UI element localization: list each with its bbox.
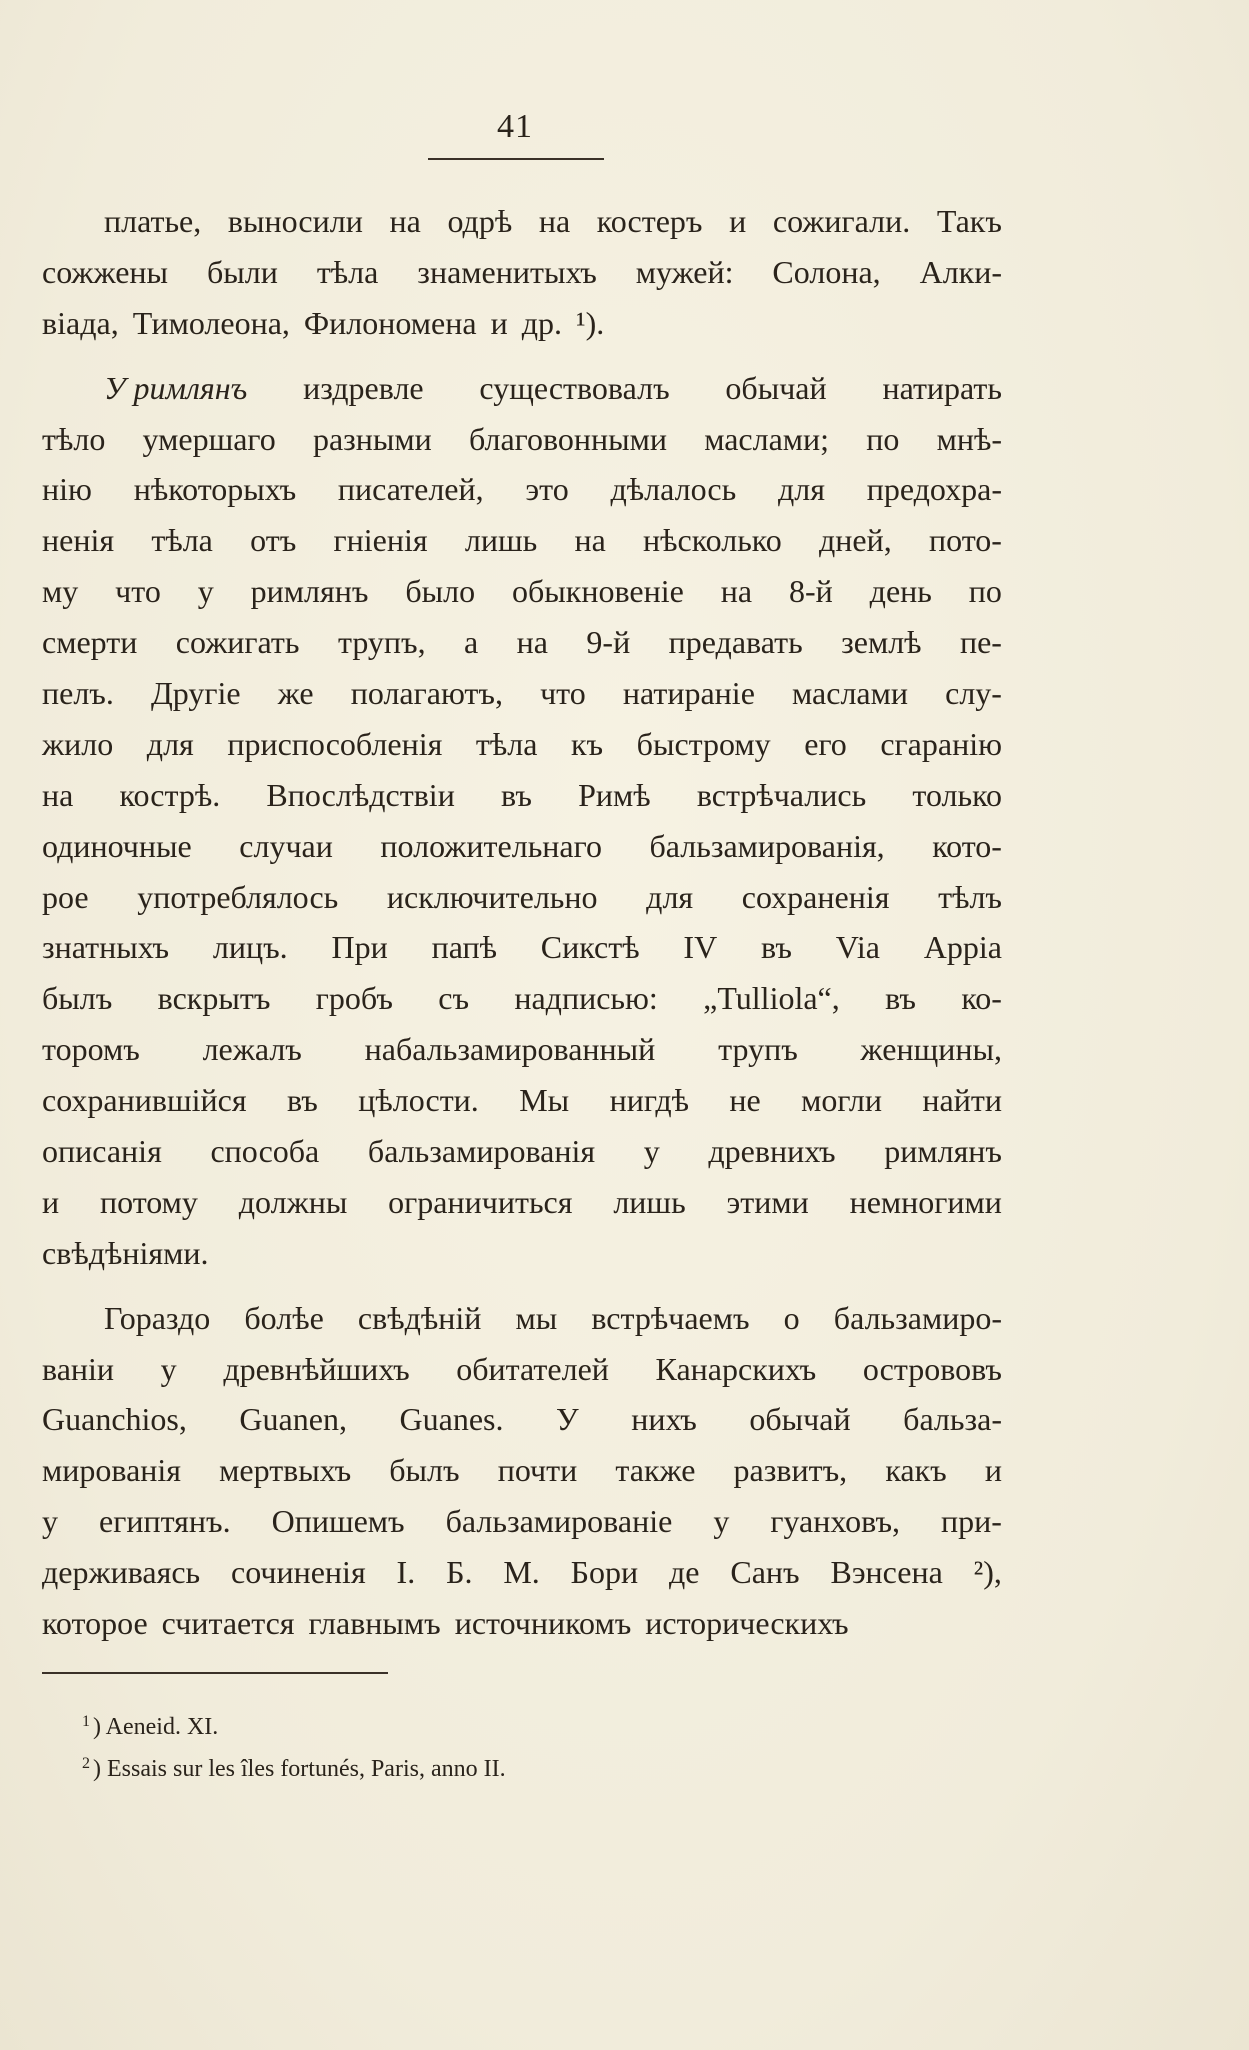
word: ограничиться [388,1183,573,1220]
word: издревле [303,369,424,406]
word: Филономена [303,304,477,341]
word: мнѣ- [936,420,1002,457]
word: трупъ, [337,624,426,661]
word: торомъ [42,1031,140,1068]
word: У римлянъ [104,369,248,406]
word: нигдѣ [609,1082,689,1119]
word: при- [941,1503,1002,1540]
word: лежалъ [202,1031,302,1068]
text-line [42,363,1002,414]
word: сочиненія [231,1554,366,1591]
word: въ [501,776,532,813]
word: трупъ [718,1031,798,1068]
word: сожигать [175,624,300,661]
word: на [389,203,421,239]
word: обыкновеніе [512,573,684,610]
word: гуанховъ, [770,1503,901,1540]
word: тѣла [475,725,538,762]
word: Via [835,929,880,966]
word: не [729,1082,761,1119]
word: мы [515,1299,558,1336]
word: употреблялось [137,878,339,915]
page-number: 41 [497,108,533,145]
word: тѣла [316,253,379,290]
word: сожжены [42,253,169,290]
word: предавать [668,624,803,661]
word: держиваясь [42,1554,201,1591]
word: бальзамированія [367,1133,596,1170]
word: надписью: [514,980,658,1017]
word: Такъ [936,203,1002,239]
word: ¹). [575,304,605,341]
word: было [405,573,476,610]
word: 8-й [788,573,833,610]
word: у [197,573,214,610]
word: одрѣ [447,203,513,239]
word: Вэнсена [830,1554,943,1591]
text-line [42,196,1002,247]
word: въ [286,1082,318,1119]
word: положительнаго [380,827,602,864]
word: почти [497,1452,578,1489]
word: Бори [570,1554,639,1591]
word: „Tulliola“, [703,980,840,1017]
header-rule [428,158,604,160]
text-line [42,1547,1002,1598]
word: что [540,675,586,712]
text-line [42,566,1002,617]
word: Сикстѣ [540,929,640,966]
word: Мы [519,1082,570,1119]
word: тѣло [42,420,106,457]
text-line [42,922,1002,973]
word: бальзамиро- [833,1299,1002,1336]
word: кострѣ. [119,776,221,813]
word: ²), [973,1554,1002,1591]
word: смерти [42,624,138,661]
word: и [729,203,747,239]
word: I. [396,1554,416,1591]
word: сгаранію [880,725,1002,762]
word: а [464,624,479,661]
word: полагаютъ, [350,675,503,712]
word: лицъ. [212,929,288,966]
word: мужей: [635,253,734,290]
word: Алки- [919,253,1002,290]
word: 9-й [586,624,631,661]
text-line [42,872,1002,923]
word: древнихъ [708,1133,836,1170]
word: жило [42,725,114,762]
word: лишь [464,522,538,559]
footnote [82,1706,982,1748]
word: были [206,253,278,290]
word: Другіе [150,675,241,712]
word: быстрому [636,725,771,762]
word: одиночные [42,827,192,864]
word: сожигали. [772,203,911,239]
word: для [646,878,694,915]
text-line [42,1496,1002,1547]
word: нію [42,471,92,508]
word: и [490,304,508,341]
word: Appia [923,929,1002,966]
word: же [277,675,314,712]
word: его [804,725,847,762]
word: тѣла [151,522,213,559]
text-line [42,973,1002,1024]
text-line [42,1126,1002,1177]
word: костеръ [596,203,703,239]
word: у [643,1133,660,1170]
word: гніенія [333,522,428,559]
word: бальзамированія, [649,827,885,864]
word: натираніе [622,675,755,712]
word: по [968,573,1002,610]
footnote-mark: 1 [82,1713,90,1730]
word: разными [312,420,432,457]
word: де [669,1554,700,1591]
word: случаи [239,827,333,864]
word: римлянъ [250,573,369,610]
word: ко- [961,980,1002,1017]
word: отъ [250,522,297,559]
word: день [869,573,932,610]
word: на [516,624,548,661]
word: потому [99,1183,198,1220]
word: для [146,725,194,762]
word: У [556,1401,579,1438]
word: гробъ [315,980,393,1017]
word: о [783,1299,800,1336]
word: ваніи [42,1350,115,1387]
word: выносили [227,203,363,239]
word: знаменитыхъ [417,253,597,290]
text-line [42,1445,1002,1496]
word: писателей, [337,471,484,508]
word: умершаго [142,420,276,457]
word: былъ [389,1452,460,1489]
word: по [866,420,900,457]
word: въ [885,980,916,1017]
text-line [42,515,1002,566]
footnote-rule [42,1672,388,1674]
word: римлянъ [884,1133,1002,1170]
text-line [42,821,1002,872]
text-line [42,668,1002,719]
word: му [42,573,79,610]
word: Guanen, [239,1401,347,1438]
word: способа [210,1133,320,1170]
word: что [115,573,161,610]
body-text [42,196,1002,1649]
word: обитателей [456,1350,609,1387]
text-line [42,1293,1002,1344]
word: только [912,776,1002,813]
word: рое [42,878,89,915]
word: найти [922,1082,1002,1119]
word: Солона, [772,253,881,290]
word: свѣдѣніями. [42,1234,209,1271]
word: описанія [42,1133,162,1170]
word: При [331,929,388,966]
text-line [42,719,1002,770]
word: сохранившійся [42,1082,247,1119]
word: пото- [928,522,1002,559]
word: Опишемъ [271,1503,405,1540]
word: къ [570,725,604,762]
word: благовонными [468,420,667,457]
word: на [42,776,74,813]
word: болѣе [244,1299,324,1336]
word: у [42,1503,58,1540]
text-line [42,617,1002,668]
word: это [525,471,569,508]
word: мированія [42,1452,181,1489]
word: немногими [849,1183,1002,1220]
word: віада, [42,304,119,341]
word: слу- [945,675,1002,712]
text-line [42,1394,1002,1445]
word: существовалъ [479,369,670,406]
word: какъ [885,1452,947,1489]
word: приспособленія [227,725,443,762]
word: у [160,1350,177,1387]
footnote-text: ) Essais sur les îles fortunés, Paris, anno II. [93,1756,506,1782]
word: бальзамированіе [445,1503,673,1540]
word: для [777,471,825,508]
word: нѣсколько [643,522,782,559]
word: предохра- [866,471,1002,508]
word: на [538,203,571,239]
word: др. [521,304,562,341]
word: маслами; [704,420,830,457]
word: могли [801,1082,882,1119]
word: также [615,1452,696,1489]
word: натирать [882,369,1002,406]
text-line [42,1075,1002,1126]
word: и [42,1183,60,1220]
footnote-mark: 2 [82,1755,90,1772]
word: Гораздо [104,1299,211,1336]
word: исключительно [386,878,598,915]
word: вскрытъ [157,980,271,1017]
word: свѣдѣній [357,1299,482,1336]
word: Римѣ [578,776,651,813]
word: IV [683,929,718,966]
word: былъ [42,980,113,1017]
text-line [42,1228,1002,1279]
word: папѣ [431,929,497,966]
word: обычай [725,369,827,406]
word: египтянъ. [99,1503,231,1540]
text-line [42,1177,1002,1228]
word: этими [726,1183,809,1220]
word: нѣкоторыхъ [133,471,297,508]
word: тѣлъ [938,878,1002,915]
word: пелъ. [42,675,114,712]
word: встрѣчались [696,776,867,813]
word: платье, [104,203,202,239]
text-line [42,1598,1002,1649]
word: нихъ [631,1401,697,1438]
word: сохраненія [741,878,890,915]
word: землѣ [841,624,922,661]
word: набальзамированный [364,1031,656,1068]
word: М. [503,1554,540,1591]
word: кото- [932,827,1002,864]
text-line [42,1344,1002,1395]
word: съ [438,980,469,1017]
text-line [42,1024,1002,1075]
word: на [574,522,606,559]
word: историческихъ [645,1605,849,1642]
word: цѣлости. [358,1082,479,1119]
word: Guanes. [399,1401,504,1438]
word: обычай [749,1401,851,1438]
text-line [42,770,1002,821]
word: мертвыхъ [219,1452,352,1489]
text-line [42,247,1002,298]
word: дѣлалось [610,471,737,508]
word: Guanchios, [42,1401,187,1438]
word: развитъ, [733,1452,848,1489]
word: ненія [42,522,115,559]
word: встрѣчаемъ [591,1299,750,1336]
word: на [720,573,753,610]
word: Тимолеона, [132,304,290,341]
word: Впослѣдствіи [266,776,455,813]
word: дней, [818,522,892,559]
word: у [713,1503,730,1540]
word: острововъ [862,1350,1002,1387]
footnote [82,1748,982,1790]
text-line [42,414,1002,465]
word: и [984,1452,1002,1489]
word: знатныхъ [42,929,170,966]
word: считается [161,1605,295,1642]
word: маслами [792,675,908,712]
word: которое [42,1605,148,1642]
word: Б. [446,1554,473,1591]
word: въ [761,929,792,966]
word: должны [238,1183,348,1220]
word: лишь [613,1183,686,1220]
word: источникомъ [454,1605,632,1642]
footnote-text: ) Aeneid. XI. [93,1714,219,1740]
footnotes [82,1706,982,1790]
word: женщины, [860,1031,1002,1068]
word: пе- [959,624,1002,661]
text-line [42,298,1002,349]
word: бальза- [903,1401,1002,1438]
word: главнымъ [308,1605,441,1642]
text-line [42,464,1002,515]
word: древнѣйшихъ [223,1350,410,1387]
word: Санъ [730,1554,800,1591]
word: Канарскихъ [655,1350,817,1387]
